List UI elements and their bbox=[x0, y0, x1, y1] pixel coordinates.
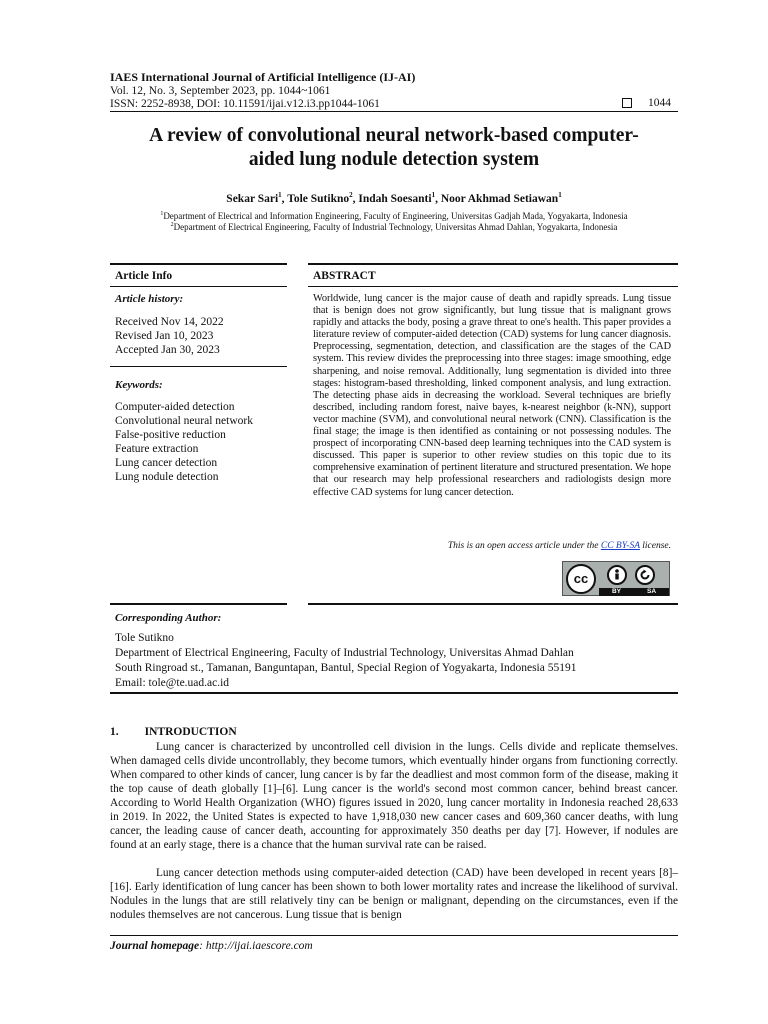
corresponding-address: South Ringroad st., Tamanan, Banguntapan, Bantul, Special Region of Yogyakarta, Indonesia 55191 bbox=[115, 662, 577, 674]
homepage-label: Journal homepage bbox=[110, 940, 200, 952]
history-heading: Article history: bbox=[115, 293, 184, 305]
keyword-item: Feature extraction bbox=[115, 443, 199, 455]
intro-paragraph-1 bbox=[110, 740, 678, 852]
corresponding-email: Email: tole@te.uad.ac.id bbox=[115, 677, 230, 689]
paragraph-text: Lung cancer is characterized by uncontrolled cell division in the lungs. Cells divide and replicate themselves. When damaged cells divide uncontrollably, they become tumors, which eventually hinder organs from functioning correctly. When compared to other kinds of cancer, lung cancer is by far the deadliest and most common form of the disease, making it the top cause of death globally [1]–[6]. Lung cancer is the world's second most common cancer, behind breast cancer. According to World Health Organization (WHO) figures issued in 2020, lung cancer mortality in Indonesia reached 28,633 in 2019. In 2022, the United States is expected to have 1,918,030 new cancer cases and 609,360 cancer deaths, with lung cancer, the leading cause of cancer death, accounting for approximately 350 deaths per day [7]. However, if nodules are found at an early stage, there is a chance that the human survival rate can be raised. bbox=[110, 741, 678, 851]
open-access-suffix: license. bbox=[639, 541, 671, 551]
title-line-2: aided lung nodule detection system bbox=[248, 149, 540, 170]
article-info-heading: Article Info bbox=[115, 270, 173, 282]
footer-rule bbox=[110, 935, 678, 936]
affiliation-2 bbox=[110, 222, 678, 233]
badge-label-bar bbox=[599, 588, 669, 596]
keyword-item: Convolutional neural network bbox=[115, 415, 253, 427]
info-top-rule bbox=[110, 263, 287, 265]
person-icon bbox=[609, 567, 625, 583]
abstract-bottom-rule bbox=[308, 603, 678, 605]
intro-paragraph-2 bbox=[110, 866, 678, 922]
share-alike-arrow-icon bbox=[637, 567, 653, 583]
corresponding-heading: Corresponding Author: bbox=[115, 612, 222, 624]
affiliation-number: 2 bbox=[170, 222, 174, 228]
introduction-heading bbox=[110, 726, 237, 738]
section-number: 1. bbox=[110, 726, 119, 738]
share-alike-icon bbox=[635, 565, 655, 585]
history-revised: Revised Jan 10, 2023 bbox=[115, 330, 214, 342]
affiliation-text: Department of Electrical and Information Engineering, Faculty of Engineering, Universitas Gadjah Mada, Yogyakarta, Indonesia bbox=[163, 211, 628, 221]
history-received: Received Nov 14, 2022 bbox=[115, 316, 224, 328]
header-rule bbox=[110, 111, 678, 112]
abstract-heading: ABSTRACT bbox=[313, 270, 376, 282]
corresponding-department: Department of Electrical Engineering, Faculty of Industrial Technology, Universitas Ahmad Dahlan bbox=[115, 647, 574, 659]
page-number: 1044 bbox=[648, 97, 671, 109]
attribution-icon bbox=[607, 565, 627, 585]
affiliation-number: 1 bbox=[160, 211, 164, 217]
homepage-url[interactable]: : http://ijai.iaescore.com bbox=[199, 940, 313, 952]
badge-sa-label: SA bbox=[646, 588, 657, 595]
history-list bbox=[115, 315, 224, 357]
abstract-head-rule bbox=[308, 286, 678, 287]
volume-line: Vol. 12, No. 3, September 2023, pp. 1044~1061 bbox=[110, 85, 331, 97]
corresponding-details bbox=[115, 631, 576, 691]
abstract-text: Worldwide, lung cancer is the major cause of death and rapidly spreads. Lung tissue that is benign does not grow significantly, but lung tissue that is malignant grows rapidly and attacks the body, posing a grave threat to one's health. This paper provides a literature review of computer-aided detection (CAD) systems for lung cancer diagnosis. Preprocessing, segmentation, detection, and classification are the stages of the CAD system. This review divides the preprocessing into three stages: image smoothing, edge sharpening, and noise removal. Additionally, lung segmentation is divided into three stages: histogram-based thresholding, linked component analysis, and lung extraction. The detecting phase aids in decreasing the workload. Several techniques are briefly described, including random forest, naive bayes, k-nearest neighbor (k-NN), support vector machine (SVM), and convolutional neural network (CNN). Classification is the final stage; the image is then identified as containing or not possessing nodules. The prospect of incorporating CNN-based deep learning techniques into the CAD system is discussed. This paper is superior to other review studies on this topic due to its comprehensive examination of pertinent literature and structured presentation. We hope that our research may help professional researchers and radiologists design more effective CAD systems for lung cancer detection. bbox=[313, 293, 671, 498]
author-name: Noor Akhmad Setiawan bbox=[440, 193, 559, 205]
open-access-note bbox=[313, 541, 671, 551]
keyword-item: Lung nodule detection bbox=[115, 471, 219, 483]
keyword-item: Computer-aided detection bbox=[115, 401, 235, 413]
history-rule bbox=[110, 366, 287, 367]
page-number-group bbox=[622, 97, 671, 109]
author-name: Sekar Sari bbox=[226, 193, 279, 205]
author-affiliation-mark: 1 bbox=[278, 191, 282, 200]
author-name: Tole Sutikno bbox=[287, 193, 350, 205]
open-access-prefix: This is an open access article under the bbox=[447, 541, 601, 551]
keywords-list bbox=[115, 400, 253, 484]
affiliation-text: Department of Electrical Engineering, Faculty of Industrial Technology, Universitas Ahmad Dahlan, Yogyakarta, Indonesia bbox=[173, 222, 618, 232]
paragraph-text: Lung cancer detection methods using computer-aided detection (CAD) have been developed in recent years [8]–[16]. Early identification of lung cancer has been shown to both lower mortality rates and increase the likelihood of survival. Nodules in the lungs that are still relatively tiny can be benign or malignant, depending on the circumstances, even if the nodules themselves are not cancerous. Lung tissue that is benign bbox=[110, 867, 678, 921]
author-name: Indah Soesanti bbox=[358, 193, 432, 205]
journal-homepage bbox=[110, 940, 313, 952]
title-line-1: A review of convolutional neural network-based computer- bbox=[149, 125, 639, 146]
keywords-heading: Keywords: bbox=[115, 379, 163, 391]
section-title: INTRODUCTION bbox=[144, 726, 237, 738]
history-accepted: Accepted Jan 30, 2023 bbox=[115, 344, 220, 356]
keyword-item: Lung cancer detection bbox=[115, 457, 218, 469]
author-affiliation-mark: 1 bbox=[431, 191, 436, 200]
creative-commons-icon: cc bbox=[566, 564, 596, 594]
abstract-top-rule bbox=[308, 263, 678, 265]
author-list: Sekar Sari$^1$, Tole Sutikno$^2$, Indah Soesanti$^1$, Noor Akhmad Setiawan$^1$ bbox=[226, 191, 562, 205]
badge-by-label: BY bbox=[611, 588, 622, 595]
corresponding-name: Tole Sutikno bbox=[115, 632, 174, 644]
keyword-item: False-positive reduction bbox=[115, 429, 226, 441]
info-head-rule bbox=[110, 286, 287, 287]
author-affiliation-mark: 1 bbox=[558, 191, 562, 200]
journal-name: IAES International Journal of Artificial Intelligence (IJ-AI) bbox=[110, 70, 416, 84]
paper-title bbox=[110, 124, 678, 172]
license-link[interactable]: CC BY-SA bbox=[600, 541, 640, 551]
author-affiliation-mark: 2 bbox=[349, 191, 353, 200]
corresponding-rule bbox=[110, 692, 678, 694]
issn-line: ISSN: 2252-8938, DOI: 10.11591/ijai.v12.i3.pp1044-1061 bbox=[110, 98, 380, 110]
square-icon bbox=[622, 98, 632, 108]
affiliation-1 bbox=[110, 211, 678, 222]
cc-by-sa-badge[interactable] bbox=[562, 561, 670, 596]
info-bottom-rule bbox=[110, 603, 287, 605]
